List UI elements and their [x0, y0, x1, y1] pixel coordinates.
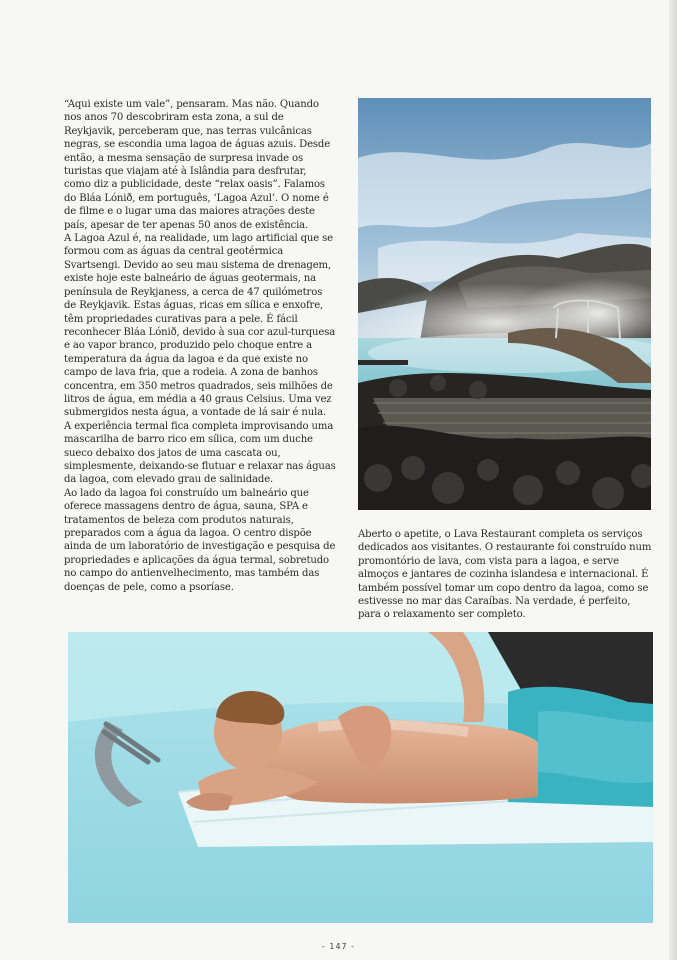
paragraph: Aberto o apetite, o Lava Restaurant completa os serviços dedicados aos visitantes. O restaurante foi construído num promontório de lava, com vista para a lagoa, e serve almoços e jantares de cozinha islandesa e internacional. É também possível tomar um copo dentro da lagoa, como se estivesse no mar das Caraíbas. Na verdade, é perfeito, para o relaxamento ser completo.	[358, 529, 652, 621]
article-right-column	[358, 528, 656, 622]
paragraph: “Aqui existe um vale”, pensaram. Mas não. Quando nos anos 70 descobriram esta zona, a sul de Reykjavik, perceberam que, nas terras vulcânicas negras, se escondia uma lagoa de águas azuis. Desde então, a mesma sensação de surpresa invade os turistas que viajam até à Islândia para desfrutar, como diz a publicidade, deste “relax oasis”. Falamos do Bláa Lónið, em português, ‘Lagoa Azul’. O nome é de filme e o lugar uma das maiores atrações deste país, apesar de ter apenas 50 anos de existência.	[64, 99, 331, 231]
paragraph: A experiência termal fica completa improvisando uma mascarilha de barro rico em sílica, com um duche sueco debaixo dos jatos de uma cascata ou, simplesmente, deixando-se flutuar e relaxar nas águas da lagoa, com elevado grau de salinidade.	[64, 420, 336, 486]
article-left-column	[64, 98, 336, 594]
paragraph: A Lagoa Azul é, na realidade, um lago artificial que se formou com as águas da central geotérmica Svartsengi. Devido ao seu mau sistema de drenagem, existe hoje este balneário de águas geotermais, na península de Reykjaness, a cerca de 47 quilómetros de Reykjavik. Estas águas, ricas em sílica e enxofre, têm propriedades curativas para a pele. É fácil reconhecer Bláa Lónið, devido à sua cor azul-turquesa e ao vapor branco, produzido pelo choque entre a temperatura da água da lagoa e da que existe no campo de lava fria, que a rodeia. A zona de banhos concentra, em 350 metros quadrados, seis milhões de litros de água, em média a 40 graus Celsius. Uma vez submergidos nesta água, a vontade de lá sair é nula.	[64, 233, 336, 419]
blue-lagoon-photo	[358, 98, 651, 510]
spa-massage-photo	[68, 632, 653, 923]
paragraph: Ao lado da lagoa foi construído um balneário que oferece massagens dentro de água, sauna, SPA e tratamentos de beleza com produtos naturais, preparados com a água da lagoa. O centro dispõe ainda de um laboratório de investigação e pesquisa de propriedades e aplicações da água termal, sobretudo no campo do antienvelhecimento, mas também das doenças de pele, como a psoríase.	[64, 487, 336, 593]
page-edge	[669, 0, 677, 960]
page-number: - 147 -	[321, 942, 356, 951]
